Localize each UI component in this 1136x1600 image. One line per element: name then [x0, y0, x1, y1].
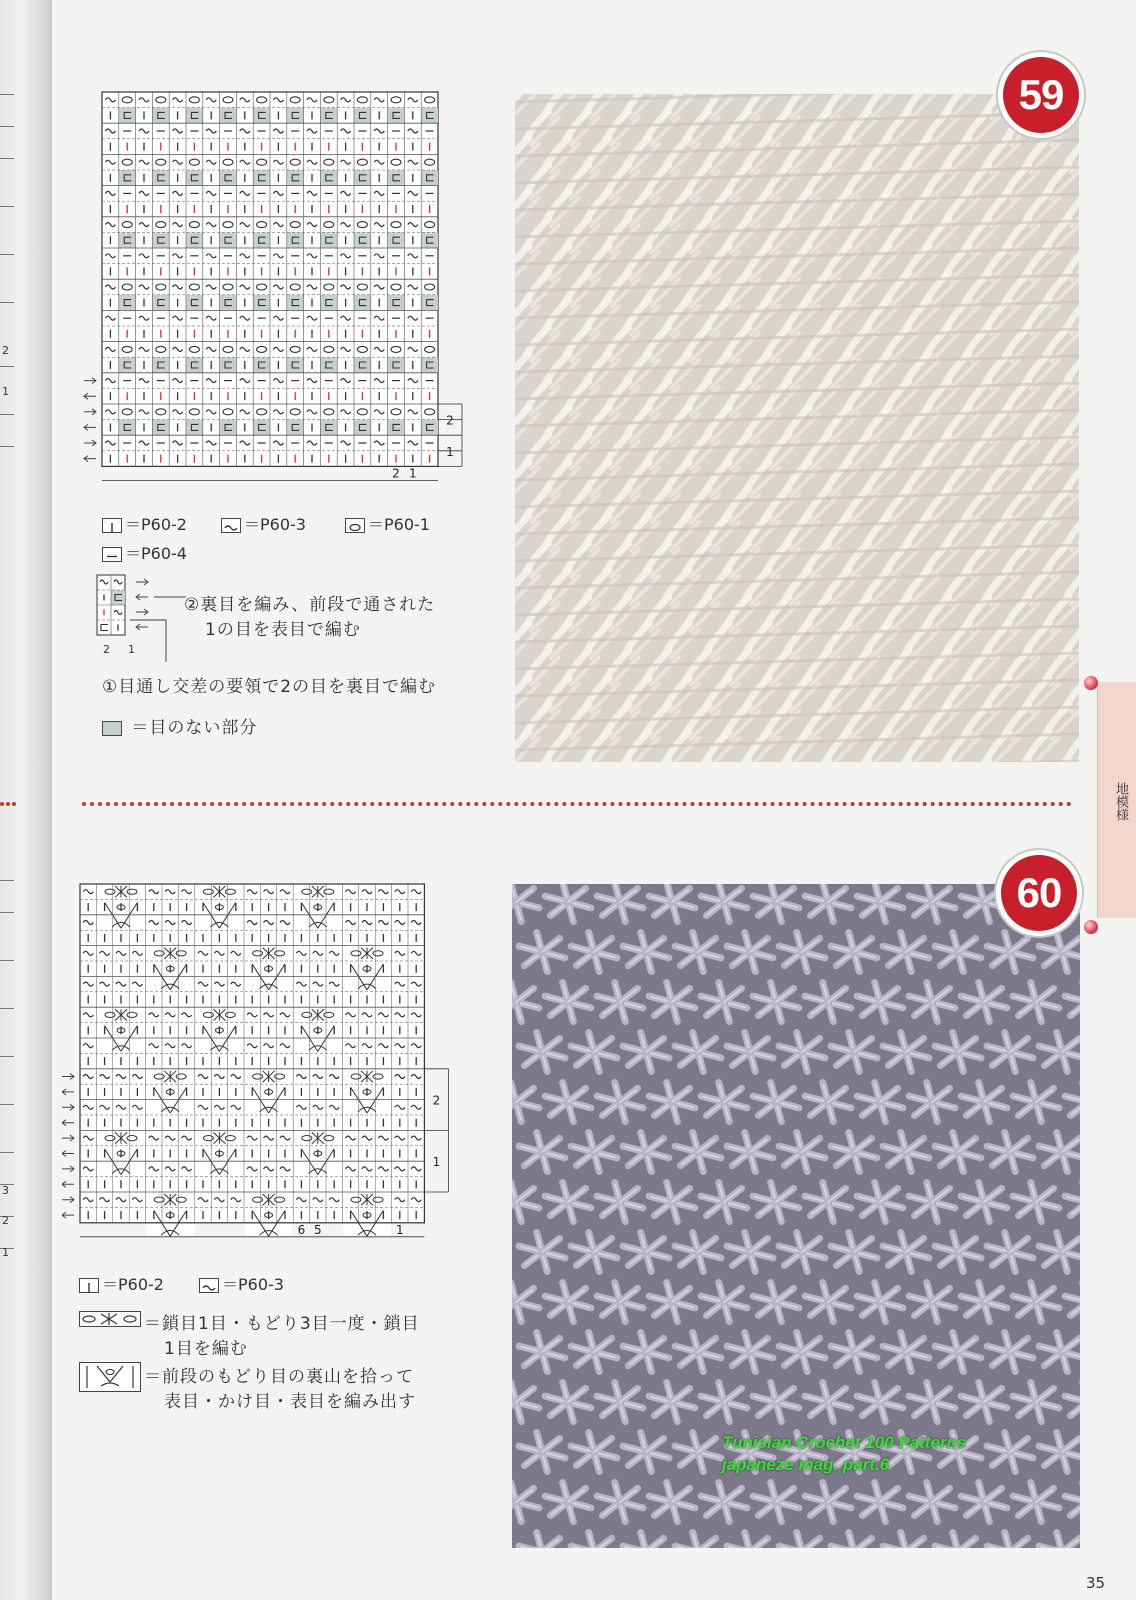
no-stitch-cell: [287, 170, 304, 186]
note-step2-line1: ②裏目を編み、前段で通された: [184, 595, 436, 615]
watermark-line1: Tunisian Crochet 100 Patterns: [722, 1433, 967, 1452]
gutter-mark: [0, 414, 14, 415]
col-number-label: 1: [395, 1222, 404, 1237]
no-stitch-cell: [421, 108, 438, 124]
row-direction-arrow-icon: [136, 609, 148, 615]
no-stitch-cell: [320, 232, 337, 248]
gutter-number: 2: [2, 1214, 9, 1227]
stitch-chart-59: [78, 90, 470, 492]
cross-stitch-detail-diagram: [96, 574, 191, 666]
row-number-label: 1: [446, 444, 454, 459]
legend-item: ＝P60-3: [199, 1272, 284, 1295]
no-stitch-legend: ＝目のない部分: [102, 713, 257, 738]
watermark-line2: japaneze mag. part.6: [722, 1455, 890, 1474]
no-stitch-cell: [320, 357, 337, 373]
col-number-label: 6: [297, 1222, 306, 1237]
no-stitch-cell: [320, 108, 337, 124]
leader-line: [130, 620, 166, 662]
note-chain-line1: ＝鎖目1目・もどり3目一度・鎖目: [144, 1314, 420, 1334]
note-pick-line2: 表目・かけ目・表目を編み出す: [164, 1392, 416, 1412]
no-stitch-cell: [253, 295, 270, 311]
gutter-mark: [0, 254, 14, 255]
vertical-stitch-icon: [102, 518, 122, 533]
tilde-stitch-icon: [221, 518, 241, 533]
row-direction-arrow-icon: [84, 393, 96, 399]
vertical-stitch-icon: [79, 1278, 99, 1293]
row-number-label: 2: [446, 413, 454, 428]
gutter-mark: [0, 880, 14, 881]
legend-item: ＝P60-2: [102, 512, 187, 535]
legend-item: ＝P60-3: [221, 512, 306, 535]
no-stitch-cell: [421, 170, 438, 186]
gutter-mark: [0, 206, 14, 207]
gutter-mark: [0, 1056, 14, 1057]
row-direction-arrow-icon: [62, 1089, 74, 1095]
row-direction-arrow-icon: [62, 1197, 74, 1203]
col-number-label: 1: [408, 466, 417, 481]
no-stitch-cell: [111, 590, 125, 605]
gutter-number: 1: [2, 1246, 9, 1259]
col-number-label: 2: [392, 466, 400, 481]
pick-up-increase-symbol-icon: [79, 1362, 141, 1392]
gutter-mark: [0, 366, 14, 367]
no-stitch-cell: [253, 108, 270, 124]
no-stitch-cell: [287, 232, 304, 248]
no-stitch-cell: [388, 170, 405, 186]
no-stitch-cell: [220, 420, 237, 436]
no-stitch-cell: [152, 420, 169, 436]
gutter-mark: [0, 1152, 14, 1153]
gutter-mark: [0, 94, 14, 95]
no-stitch-cell: [186, 295, 203, 311]
no-stitch-cell: [253, 420, 270, 436]
no-stitch-cell: [421, 357, 438, 373]
page-gutter: [0, 0, 52, 1600]
row-direction-arrow-icon: [136, 624, 148, 630]
detail-col-label: 1: [128, 643, 135, 656]
no-stitch-cell: [421, 232, 438, 248]
row-direction-arrow-icon: [84, 424, 96, 430]
gutter-number: 2: [2, 344, 9, 357]
no-stitch-cell: [320, 170, 337, 186]
row-direction-arrow-icon: [62, 1104, 74, 1110]
tab-bullet-icon: [1084, 920, 1098, 934]
no-stitch-cell: [152, 357, 169, 373]
no-stitch-cell: [119, 170, 136, 186]
no-stitch-cell: [388, 232, 405, 248]
legend-item: ＝P60-4: [102, 541, 187, 564]
gutter-mark: [0, 446, 14, 447]
row-direction-arrow-icon: [62, 1181, 74, 1187]
row-direction-arrow-icon: [62, 1212, 74, 1218]
note-step1: ①目通し交差の要領で2の目を裏目で編む: [102, 677, 437, 697]
section-tab-label: 地模様: [1113, 782, 1128, 821]
no-stitch-cell: [388, 420, 405, 436]
tab-bullet-icon: [1084, 676, 1098, 690]
row-direction-arrow-icon: [62, 1151, 74, 1157]
no-stitch-cell: [220, 357, 237, 373]
no-stitch-cell: [220, 232, 237, 248]
no-stitch-cell: [287, 108, 304, 124]
no-stitch-cell: [320, 420, 337, 436]
no-stitch-cell: [119, 357, 136, 373]
no-stitch-cell: [220, 170, 237, 186]
tilde-stitch-icon: [199, 1278, 219, 1293]
page-number: 35: [1086, 1574, 1106, 1592]
gutter-mark: [0, 158, 14, 159]
no-stitch-cell: [354, 170, 371, 186]
section-divider: [82, 802, 1072, 806]
dash-stitch-icon: [102, 547, 122, 562]
chain-decrease-symbol-icon: [79, 1311, 141, 1327]
gutter-mark: [0, 302, 14, 303]
row-direction-arrow-icon: [62, 1166, 74, 1172]
no-stitch-cell: [119, 295, 136, 311]
col-number-label: 5: [313, 1222, 322, 1237]
swatch-photo-59: [515, 94, 1079, 762]
no-stitch-cell: [253, 232, 270, 248]
no-stitch-cell: [152, 108, 169, 124]
gutter-mark: [0, 126, 14, 127]
pattern-number-badge-60: 60: [996, 850, 1082, 936]
row-number-label: 2: [432, 1093, 441, 1108]
section-divider-left: [0, 802, 16, 806]
note-step2-line2: 1の目を表目で編む: [205, 620, 361, 640]
no-stitch-cell: [354, 420, 371, 436]
no-stitch-cell: [287, 420, 304, 436]
no-stitch-swatch-icon: [102, 721, 122, 736]
row-number-label: 1: [432, 1155, 441, 1170]
row-direction-arrow-icon: [84, 456, 96, 462]
no-stitch-cell: [152, 170, 169, 186]
row-direction-arrow-icon: [136, 594, 148, 600]
no-stitch-cell: [253, 170, 270, 186]
oval-stitch-icon: [345, 518, 365, 533]
no-stitch-cell: [421, 420, 438, 436]
no-stitch-cell: [354, 357, 371, 373]
row-direction-arrow-icon: [62, 1074, 74, 1080]
no-stitch-cell: [320, 295, 337, 311]
row-direction-arrow-icon: [62, 1135, 74, 1141]
gutter-mark: [0, 960, 14, 961]
no-stitch-cell: [253, 357, 270, 373]
detail-col-label: 2: [103, 643, 110, 656]
no-stitch-cell: [186, 232, 203, 248]
row-direction-arrow-icon: [84, 440, 96, 446]
row-direction-arrow-icon: [84, 378, 96, 384]
pattern-number-badge-59: 59: [998, 52, 1084, 138]
no-stitch-cell: [186, 108, 203, 124]
gutter-mark: [0, 1008, 14, 1009]
no-stitch-cell: [421, 295, 438, 311]
no-stitch-cell: [186, 420, 203, 436]
gutter-number: 1: [2, 385, 9, 398]
legend-item: ＝P60-1: [345, 512, 430, 535]
no-stitch-cell: [119, 232, 136, 248]
no-stitch-cell: [186, 357, 203, 373]
no-stitch-cell: [354, 232, 371, 248]
no-stitch-cell: [287, 295, 304, 311]
row-direction-arrow-icon: [84, 409, 96, 415]
row-direction-arrow-icon: [62, 1120, 74, 1126]
gutter-number: 3: [2, 1184, 9, 1197]
note-chain-line2: 1目を編む: [164, 1339, 248, 1359]
gutter-mark: [0, 1104, 14, 1105]
no-stitch-cell: [287, 357, 304, 373]
no-stitch-cell: [152, 295, 169, 311]
no-stitch-cell: [220, 295, 237, 311]
no-stitch-cell: [119, 108, 136, 124]
note-pick-line1: ＝前段のもどり目の裏山を拾って: [144, 1367, 414, 1387]
stitch-chart-60: [62, 882, 470, 1254]
no-stitch-cell: [152, 232, 169, 248]
no-stitch-cell: [388, 108, 405, 124]
no-stitch-cell: [186, 170, 203, 186]
no-stitch-cell: [354, 295, 371, 311]
no-stitch-cell: [119, 420, 136, 436]
row-direction-arrow-icon: [136, 579, 148, 585]
no-stitch-cell: [354, 108, 371, 124]
no-stitch-cell: [220, 108, 237, 124]
gutter-mark: [0, 912, 14, 913]
no-stitch-cell: [388, 357, 405, 373]
legend-item: ＝P60-2: [79, 1272, 164, 1295]
no-stitch-cell: [388, 295, 405, 311]
